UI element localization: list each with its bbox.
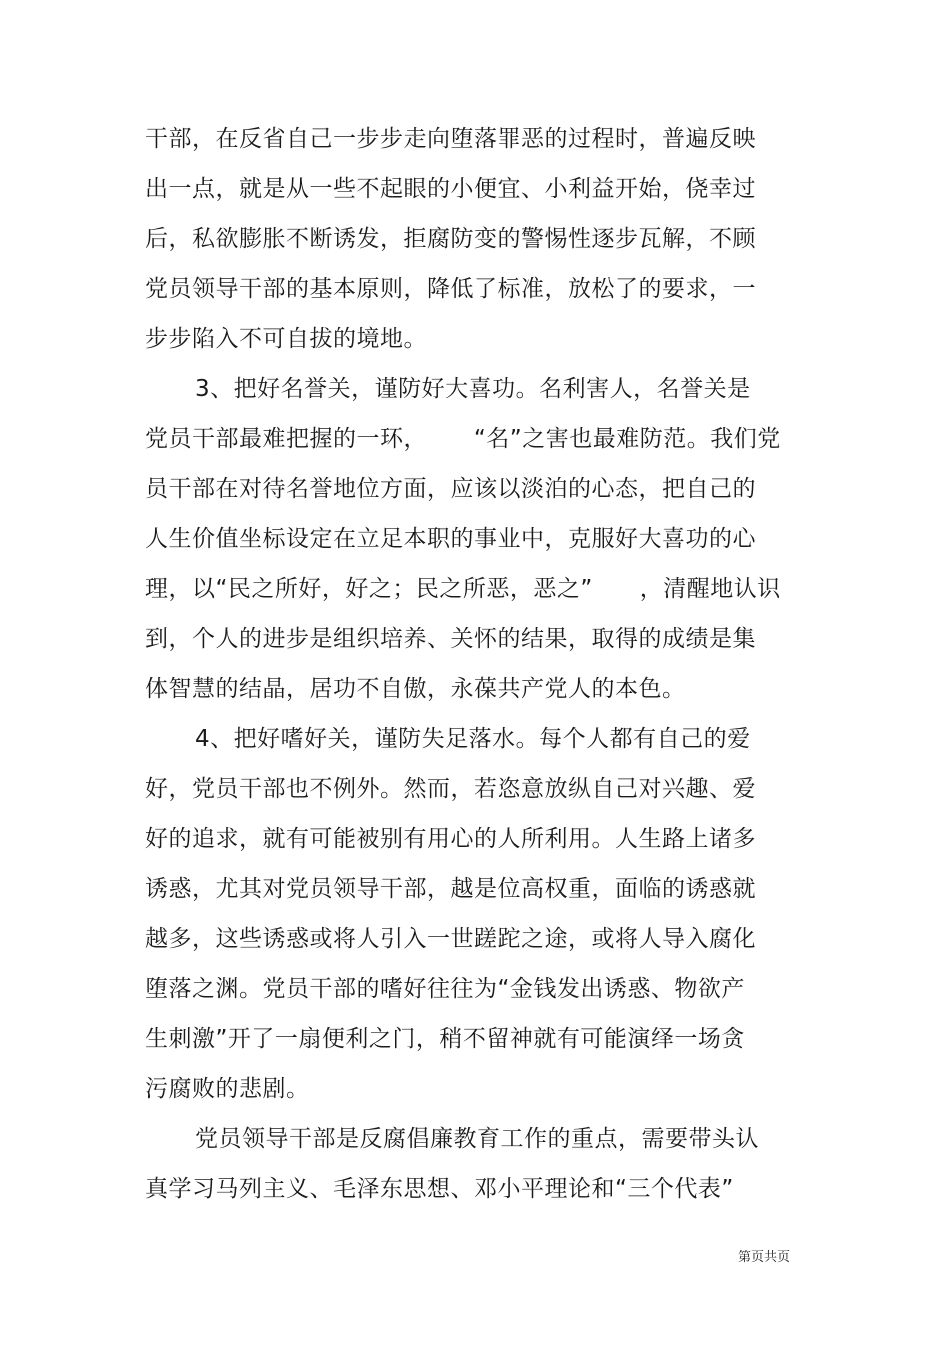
text-line: 越多，这些诱惑或将人引入一世蹉跎之途，或将人导入腐化	[145, 926, 756, 952]
text-line: 干部，在反省自己一步步走向堕落罪恶的过程时，普遍反映	[145, 126, 756, 152]
text-line: 员干部在对待名誉地位方面，应该以淡泊的心态，把自己的	[145, 476, 756, 502]
text-line: 后，私欲膨胀不断诱发，拒腐防变的警惕性逐步瓦解，不顾	[145, 226, 756, 252]
text-line: 好的追求，就有可能被别有用心的人所利用。人生路上诸多	[145, 826, 756, 852]
text-line: 体智慧的结晶，居功不自傲，永葆共产党人的本色。	[145, 676, 686, 702]
text-line: 污腐败的悲剧。	[145, 1076, 310, 1102]
text-line: 诱惑，尤其对党员领导干部，越是位高权重，面临的诱惑就	[145, 876, 756, 902]
text-line: 党员领导干部的基本原则，降低了标准，放松了的要求，一	[145, 276, 756, 302]
text-line: 好，党员干部也不例外。然而，若恣意放纵自己对兴趣、爱	[145, 776, 756, 802]
paragraph-start-line: 3、把好名誉关，谨防好大喜功。名利害人，名誉关是	[195, 376, 751, 402]
paragraph-start-line: 党员领导干部是反腐倡廉教育工作的重点，需要带头认	[195, 1126, 759, 1152]
text-line: 到，个人的进步是组织培养、关怀的结果，取得的成绩是集	[145, 626, 756, 652]
text-line: 党员干部最难把握的一环， “名”之害也最难防范。我们党	[145, 426, 781, 452]
text-line: 生刺激”开了一扇便利之门，稍不留神就有可能演绎一场贪	[145, 1026, 745, 1052]
page-footer: 第页共页	[738, 1250, 791, 1265]
paragraph-start-line: 4、把好嗜好关，谨防失足落水。每个人都有自己的爱	[195, 726, 751, 752]
text-line: 步步陷入不可自拔的境地。	[145, 326, 427, 352]
text-line: 人生价值坐标设定在立足本职的事业中，克服好大喜功的心	[145, 526, 756, 552]
text-line: 真学习马列主义、毛泽东思想、邓小平理论和“三个代表”	[145, 1176, 734, 1202]
text-line: 堕落之渊。党员干部的嗜好往往为“金钱发出诱惑、物欲产	[145, 976, 745, 1002]
text-line: 出一点，就是从一些不起眼的小便宜、小利益开始，侥幸过	[145, 176, 756, 202]
text-line: 理，以“民之所好，好之；民之所恶，恶之” ，清醒地认识	[145, 576, 781, 602]
